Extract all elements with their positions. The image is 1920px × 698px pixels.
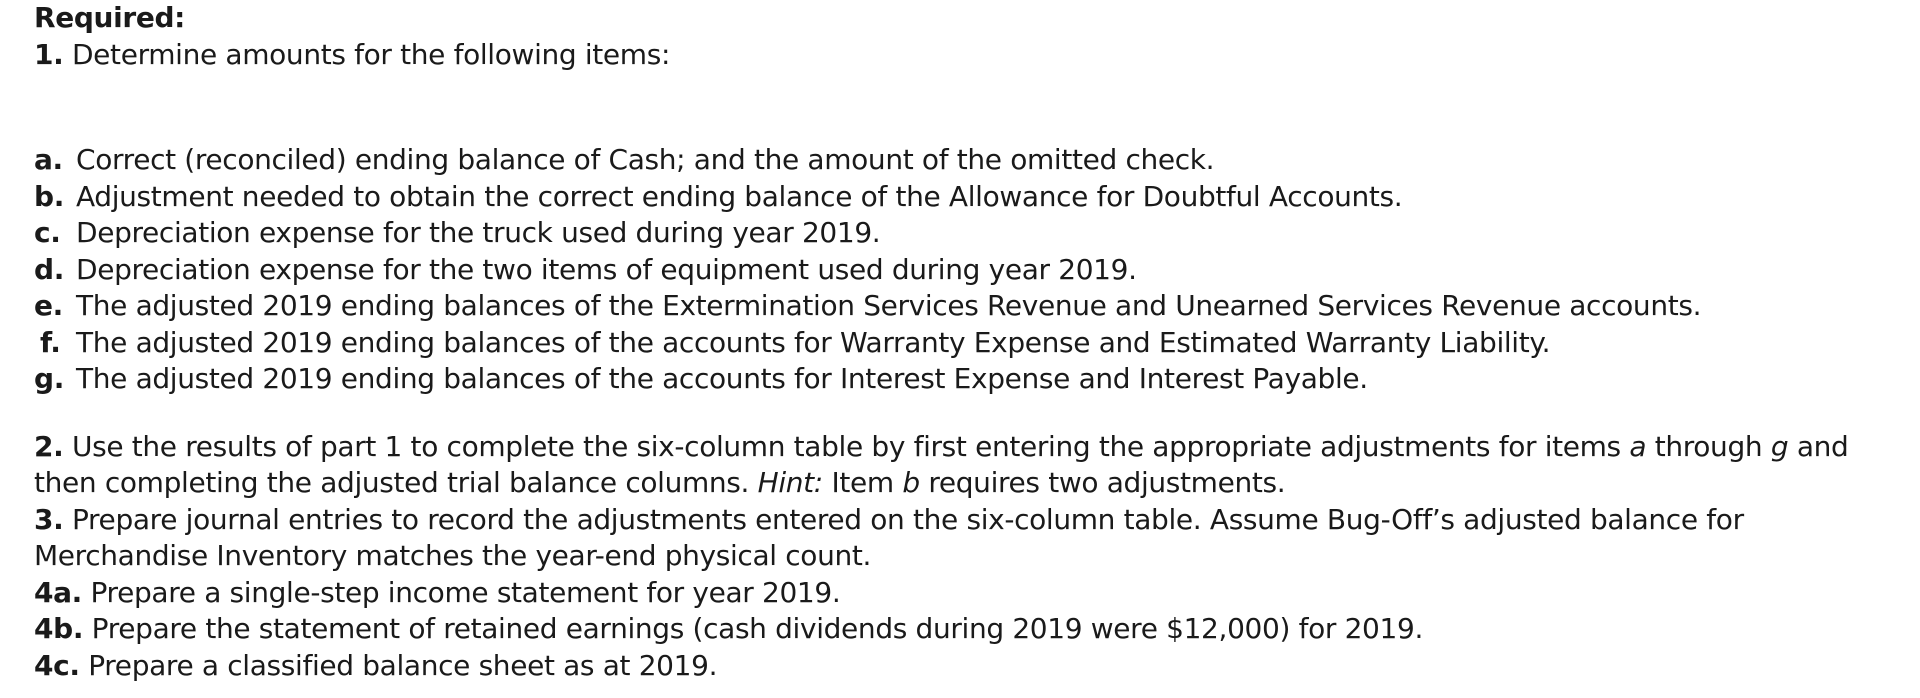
- part2-line2-text-3: requires two adjustments.: [919, 466, 1286, 499]
- part2-text-1: Use the results of part 1 to complete the six-column table by first entering the appropriate adjustments for items: [63, 429, 1630, 463]
- part2-text-3: and: [1788, 429, 1849, 463]
- part2-line2-text-2: Item: [822, 466, 903, 499]
- part3-instruction: [34, 502, 1894, 575]
- list-item-f: [34, 325, 1894, 362]
- item-text-c: Depreciation expense for the truck used during year 2019.: [76, 216, 881, 249]
- item-text-d: Depreciation expense for the two items of equipment used during year 2019.: [76, 252, 1137, 286]
- item-label-f: f.: [40, 325, 61, 359]
- part1-text: Determine amounts for the following items:: [63, 37, 671, 71]
- item-label-a: a.: [34, 143, 63, 176]
- part4a-text: Prepare a single-step income statement for year 2019.: [81, 575, 841, 609]
- item-label-c: c.: [34, 216, 61, 249]
- list-item-c: [34, 215, 1894, 252]
- list-item-e: [34, 288, 1894, 325]
- item-label-d: d.: [34, 252, 64, 286]
- part4c-text: Prepare a classified balance sheet as at 2019.: [79, 648, 718, 682]
- list-item-g: [34, 361, 1894, 398]
- part4a-instruction: [34, 575, 1894, 612]
- part2-line2-text-1: then completing the adjusted trial balance columns.: [34, 466, 758, 499]
- part2-item-b: b: [902, 466, 920, 499]
- part2-number: 2.: [34, 429, 64, 463]
- part2-hint-label: Hint:: [757, 466, 823, 499]
- part4c-instruction: [34, 648, 1894, 685]
- item-text-b: Adjustment needed to obtain the correct ending balance of the Allowance for Doubtful Accounts.: [76, 179, 1403, 213]
- part3-line-1: [34, 502, 1894, 539]
- part2-instruction: [34, 429, 1894, 502]
- part4c-number: 4c.: [34, 648, 80, 682]
- part1-number: 1.: [34, 37, 64, 71]
- required-heading: Required:: [34, 1, 186, 34]
- part3-line-2: Merchandise Inventory matches the year-end physical count.: [34, 539, 872, 572]
- item-label-g: g.: [34, 362, 64, 395]
- part4b-instruction: [34, 611, 1894, 648]
- part4b-text: Prepare the statement of retained earnings (cash dividends during 2019 were $12,000) for 2019.: [83, 612, 1423, 645]
- part3-number: 3.: [34, 502, 64, 536]
- part4a-number: 4a.: [34, 575, 82, 609]
- item-text-g: The adjusted 2019 ending balances of the accounts for Interest Expense and Interest Payable.: [76, 362, 1368, 395]
- part1-item-list: [34, 142, 1894, 398]
- item-label-b: b.: [34, 179, 64, 213]
- part3-text-line1: Prepare journal entries to record the adjustments entered on the six-column table. Assume Bug-Off’s adjusted balance for: [63, 502, 1744, 536]
- part2-line-1: [34, 429, 1894, 466]
- part2-item-a: a: [1629, 429, 1647, 463]
- part2-text-2: through: [1646, 429, 1771, 463]
- assignment-document: [34, 0, 1894, 684]
- list-item-d: [34, 252, 1894, 289]
- part2-item-g: g: [1770, 429, 1789, 463]
- part4b-number: 4b.: [34, 612, 84, 645]
- list-item-b: [34, 179, 1894, 216]
- item-text-a: Correct (reconciled) ending balance of Cash; and the amount of the omitted check.: [76, 143, 1215, 176]
- part1-instruction: [34, 37, 1894, 74]
- item-text-e: The adjusted 2019 ending balances of the Extermination Services Revenue and Unearned Services Revenue accounts.: [76, 289, 1702, 322]
- item-text-f: The adjusted 2019 ending balances of the accounts for Warranty Expense and Estimated Warranty Liability.: [76, 325, 1551, 359]
- list-item-a: [34, 142, 1894, 179]
- item-label-e: e.: [34, 289, 63, 322]
- part2-line-2: [34, 465, 1894, 502]
